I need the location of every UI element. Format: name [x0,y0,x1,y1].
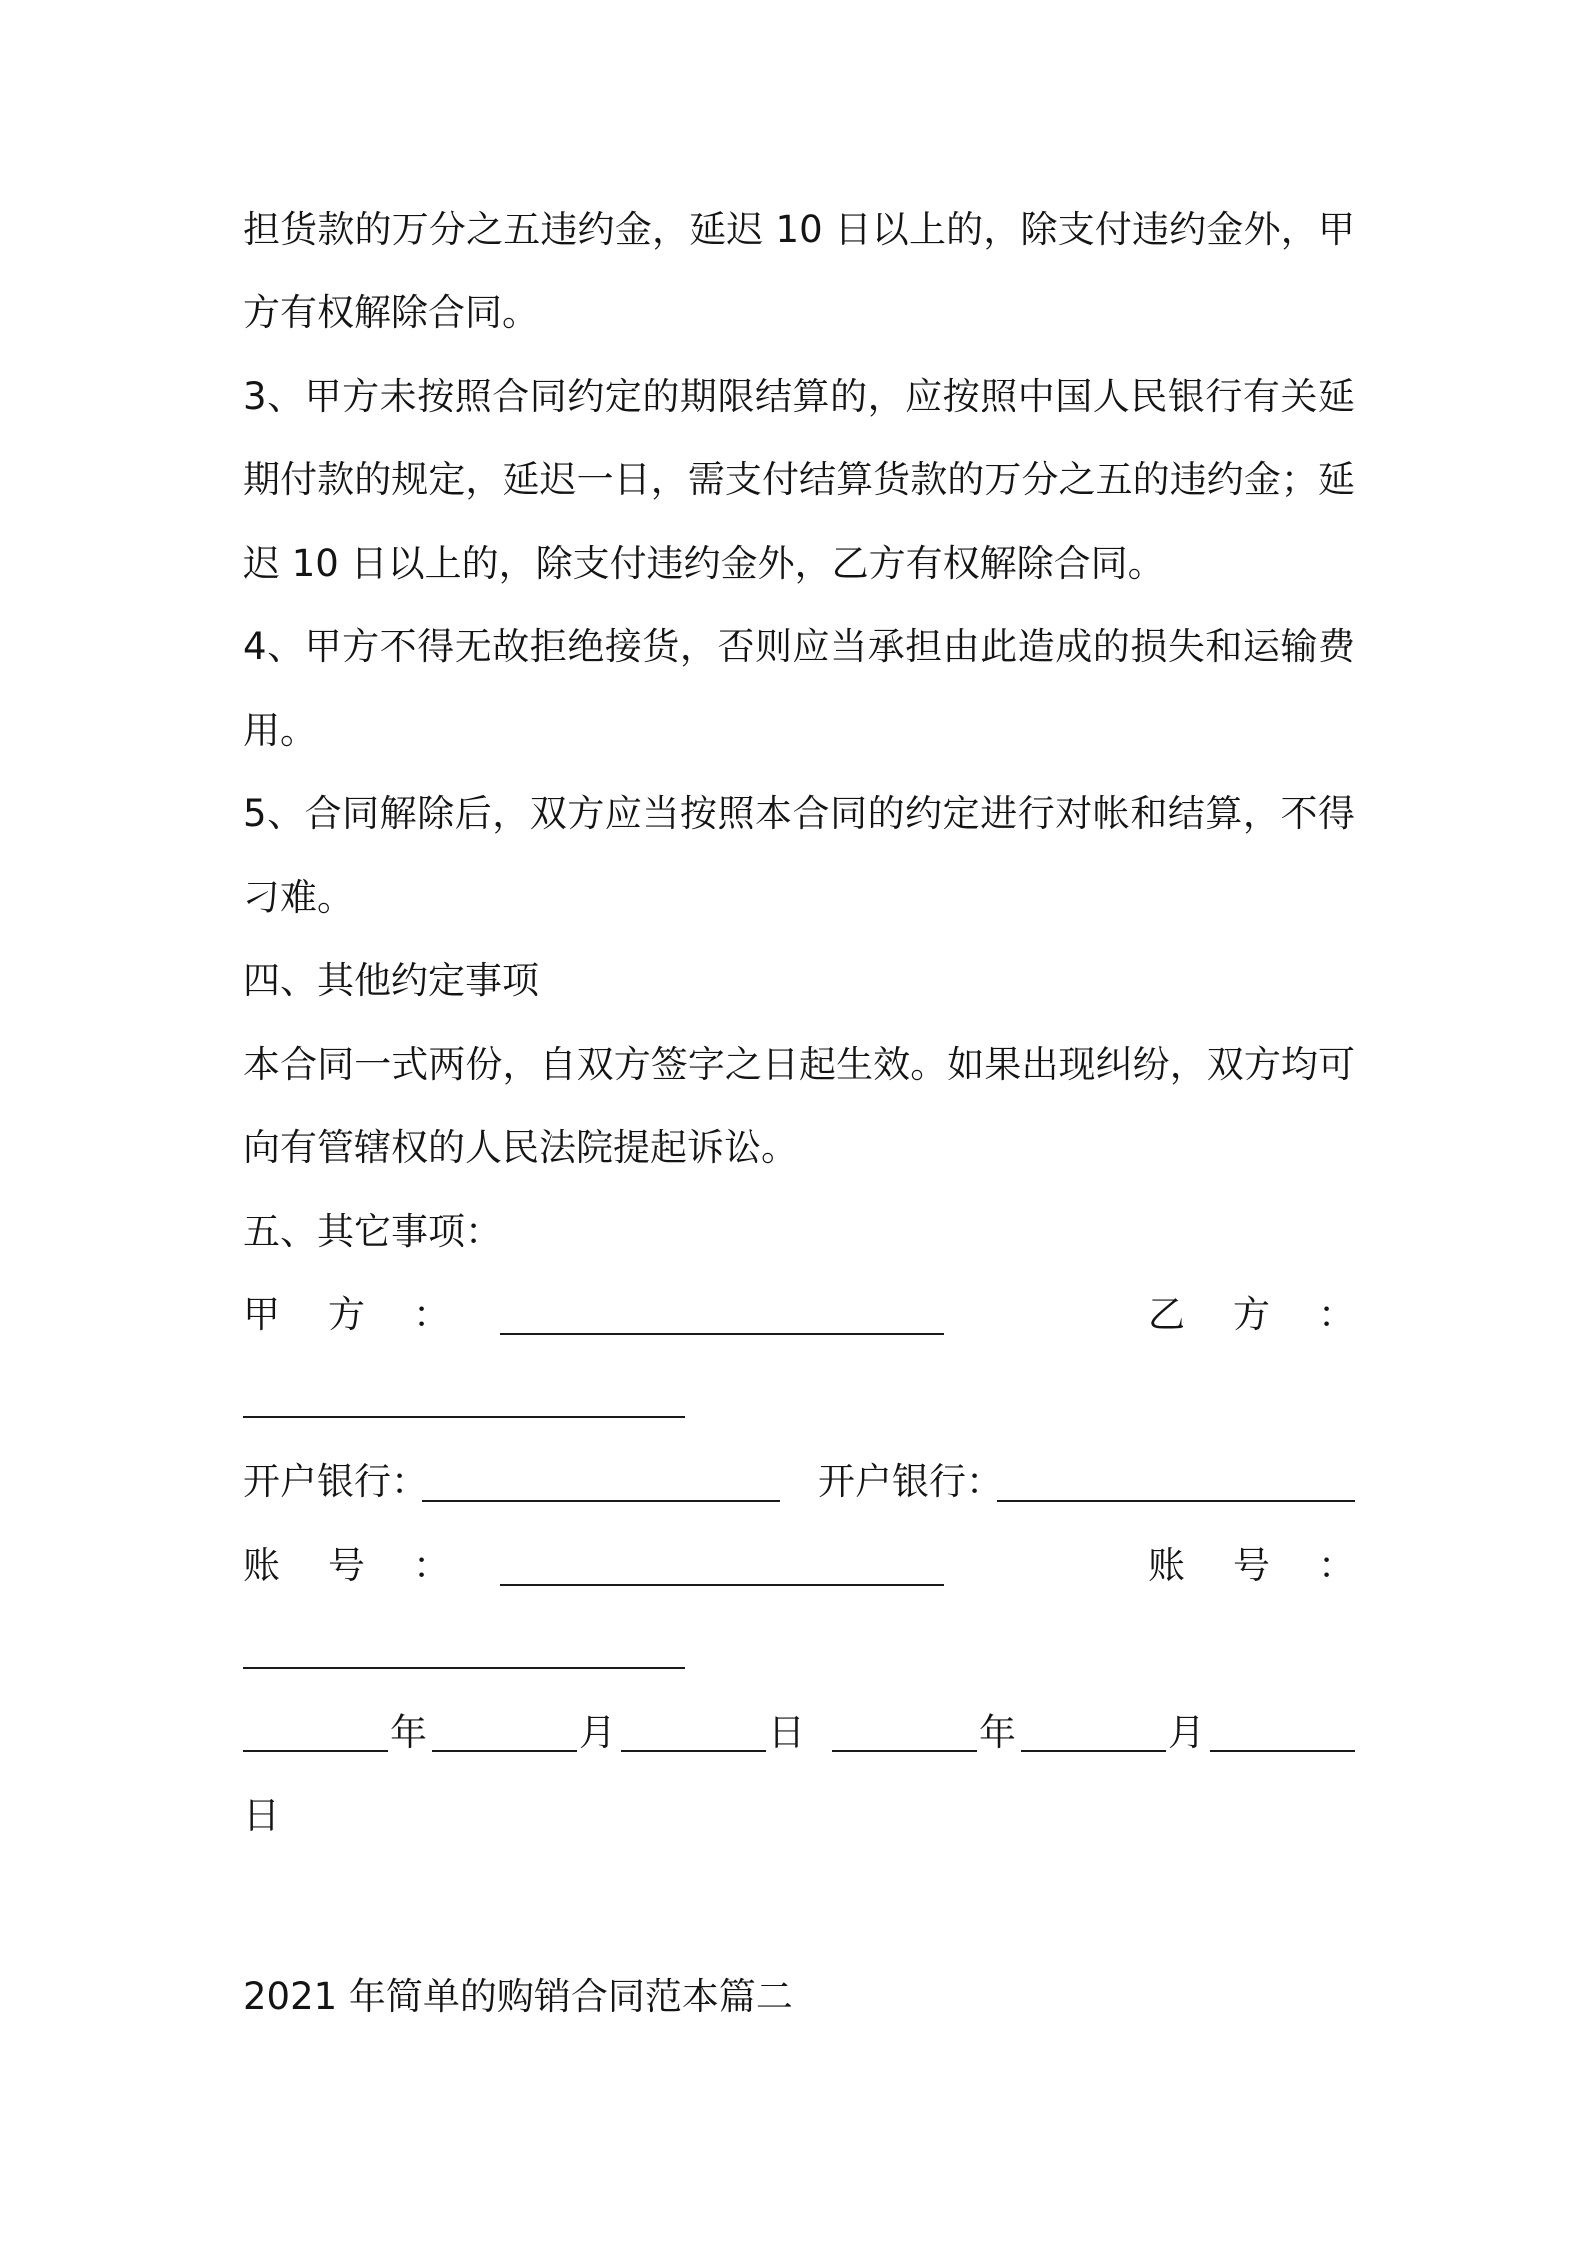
date-b-month-blank[interactable] [1021,1750,1166,1752]
paragraph-line: 担货款的万分之五违约金，延迟 10 日以上的，除支付违约金外，甲 [243,208,1355,251]
date-a-day-label: 日 [768,1711,805,1754]
paragraph-line: 3、甲方未按照合同约定的期限结算的，应按照中国人民银行有关延 [243,375,1355,418]
party-a-label: 甲方： [243,1293,498,1336]
account-a-blank[interactable] [500,1584,944,1586]
account-b-blank[interactable] [243,1667,685,1669]
section-title: 2021 年简单的购销合同范本篇二 [243,1975,793,2018]
bank-b-label: 开户银行： [818,1460,1003,1503]
paragraph-line: 4、甲方不得无故拒绝接货，否则应当承担由此造成的损失和运输费 [243,625,1355,668]
paragraph-line: 本合同一式两份，自双方签字之日起生效。如果出现纠纷，双方均可 [243,1043,1355,1086]
paragraph-line: 期付款的规定，延迟一日，需支付结算货款的万分之五的违约金；延 [243,458,1355,501]
date-b-day-blank[interactable] [1210,1750,1355,1752]
date-a-year-label: 年 [390,1711,427,1754]
date-b-month-label: 月 [1168,1711,1205,1754]
date-b-day-label: 日 [243,1794,280,1837]
paragraph-line: 方有权解除合同。 [243,291,539,334]
account-a-label: 账号： [243,1544,498,1587]
bank-b-blank[interactable] [997,1500,1355,1502]
bank-a-blank[interactable] [422,1500,780,1502]
paragraph-line: 迟 10 日以上的，除支付违约金外，乙方有权解除合同。 [243,542,1165,585]
section-heading: 四、其他约定事项 [243,959,539,1002]
date-a-month-label: 月 [579,1711,616,1754]
party-b-blank[interactable] [243,1416,685,1418]
party-a-blank[interactable] [500,1333,944,1335]
date-a-month-blank[interactable] [432,1750,577,1752]
date-b-year-blank[interactable] [832,1750,977,1752]
paragraph-line: 5、合同解除后，双方应当按照本合同的约定进行对帐和结算，不得 [243,792,1355,835]
date-b-year-label: 年 [979,1711,1016,1754]
paragraph-line: 向有管辖权的人民法院提起诉讼。 [243,1126,798,1169]
party-b-label: 乙方： [1148,1293,1403,1336]
paragraph-line: 用。 [243,709,317,752]
date-a-year-blank[interactable] [243,1750,388,1752]
account-b-label: 账号： [1148,1544,1403,1587]
paragraph-line: 刁难。 [243,876,354,919]
section-heading: 五、其它事项： [243,1210,502,1253]
bank-a-label: 开户银行： [243,1460,428,1503]
date-a-day-blank[interactable] [621,1750,766,1752]
